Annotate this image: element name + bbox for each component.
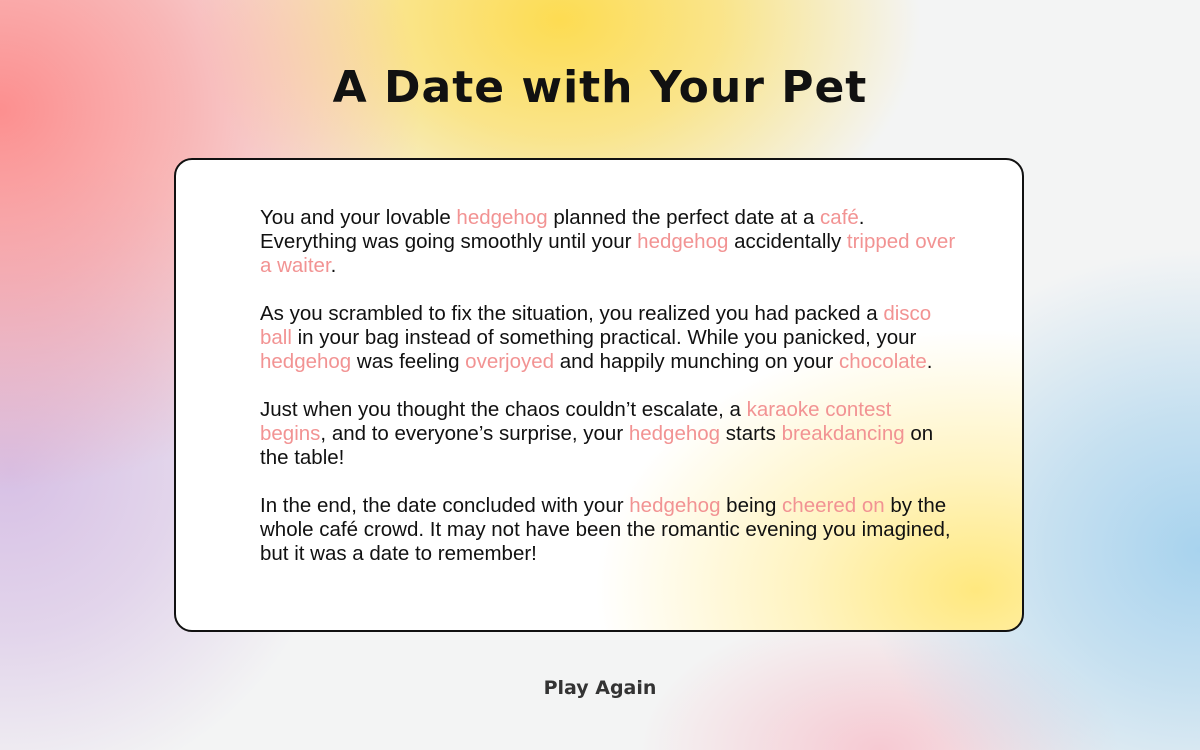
story-text-segment: starts xyxy=(720,422,782,445)
story-text-segment: You and your lovable xyxy=(260,206,457,229)
story-text-segment: Just when you thought the chaos couldn’t escalate, a xyxy=(260,398,747,421)
play-again-button[interactable]: Play Again xyxy=(500,672,700,704)
story-text-segment: being xyxy=(720,494,783,517)
filled-word: hedgehog xyxy=(637,230,729,253)
story-text-segment: was feeling xyxy=(351,350,466,373)
filled-word: cheered on xyxy=(782,494,885,517)
story-card xyxy=(174,158,1024,632)
story-paragraph-3 xyxy=(260,398,960,470)
story-text-segment: planned the perfect date at a xyxy=(547,206,821,229)
story-paragraph-2 xyxy=(260,302,960,374)
filled-word: hedgehog xyxy=(260,350,352,373)
story-text-segment: and happily munching on your xyxy=(554,350,839,373)
story-text-segment: in your bag instead of something practical. While you panicked, your xyxy=(291,326,917,349)
filled-word: hedgehog xyxy=(456,206,548,229)
filled-word: breakdancing xyxy=(781,422,905,445)
filled-word: chocolate xyxy=(838,350,927,373)
filled-word: hedgehog xyxy=(628,422,721,445)
story-paragraph-1 xyxy=(260,206,960,278)
story-text-segment: As you scrambled to fix the situation, you realized you had packed a xyxy=(260,302,884,325)
filled-word: overjoyed xyxy=(465,350,555,373)
story-text-segment: , and to everyone’s surprise, your xyxy=(320,422,629,445)
filled-word: café xyxy=(820,206,859,229)
story-text-segment: . xyxy=(330,254,337,277)
story-paragraph-4 xyxy=(260,494,960,566)
story-text-segment: . xyxy=(926,350,933,373)
filled-word: disco ball xyxy=(260,302,932,349)
story-text-segment: on the table! xyxy=(260,422,934,469)
story-text-segment: accidentally xyxy=(728,230,847,253)
story-text xyxy=(260,206,960,590)
story-text-segment: by the whole café crowd. It may not have been the romantic evening you imagined, but it was a date to remember! xyxy=(260,494,951,565)
page-title: A Date with Your Pet xyxy=(332,62,868,113)
story-text-segment: In the end, the date concluded with your xyxy=(260,494,630,517)
filled-word: tripped over a waiter xyxy=(260,230,956,277)
story-text-segment: . Everything was going smoothly until your xyxy=(260,206,865,253)
filled-word: hedgehog xyxy=(629,494,721,517)
filled-word: karaoke contest begins xyxy=(260,398,892,445)
